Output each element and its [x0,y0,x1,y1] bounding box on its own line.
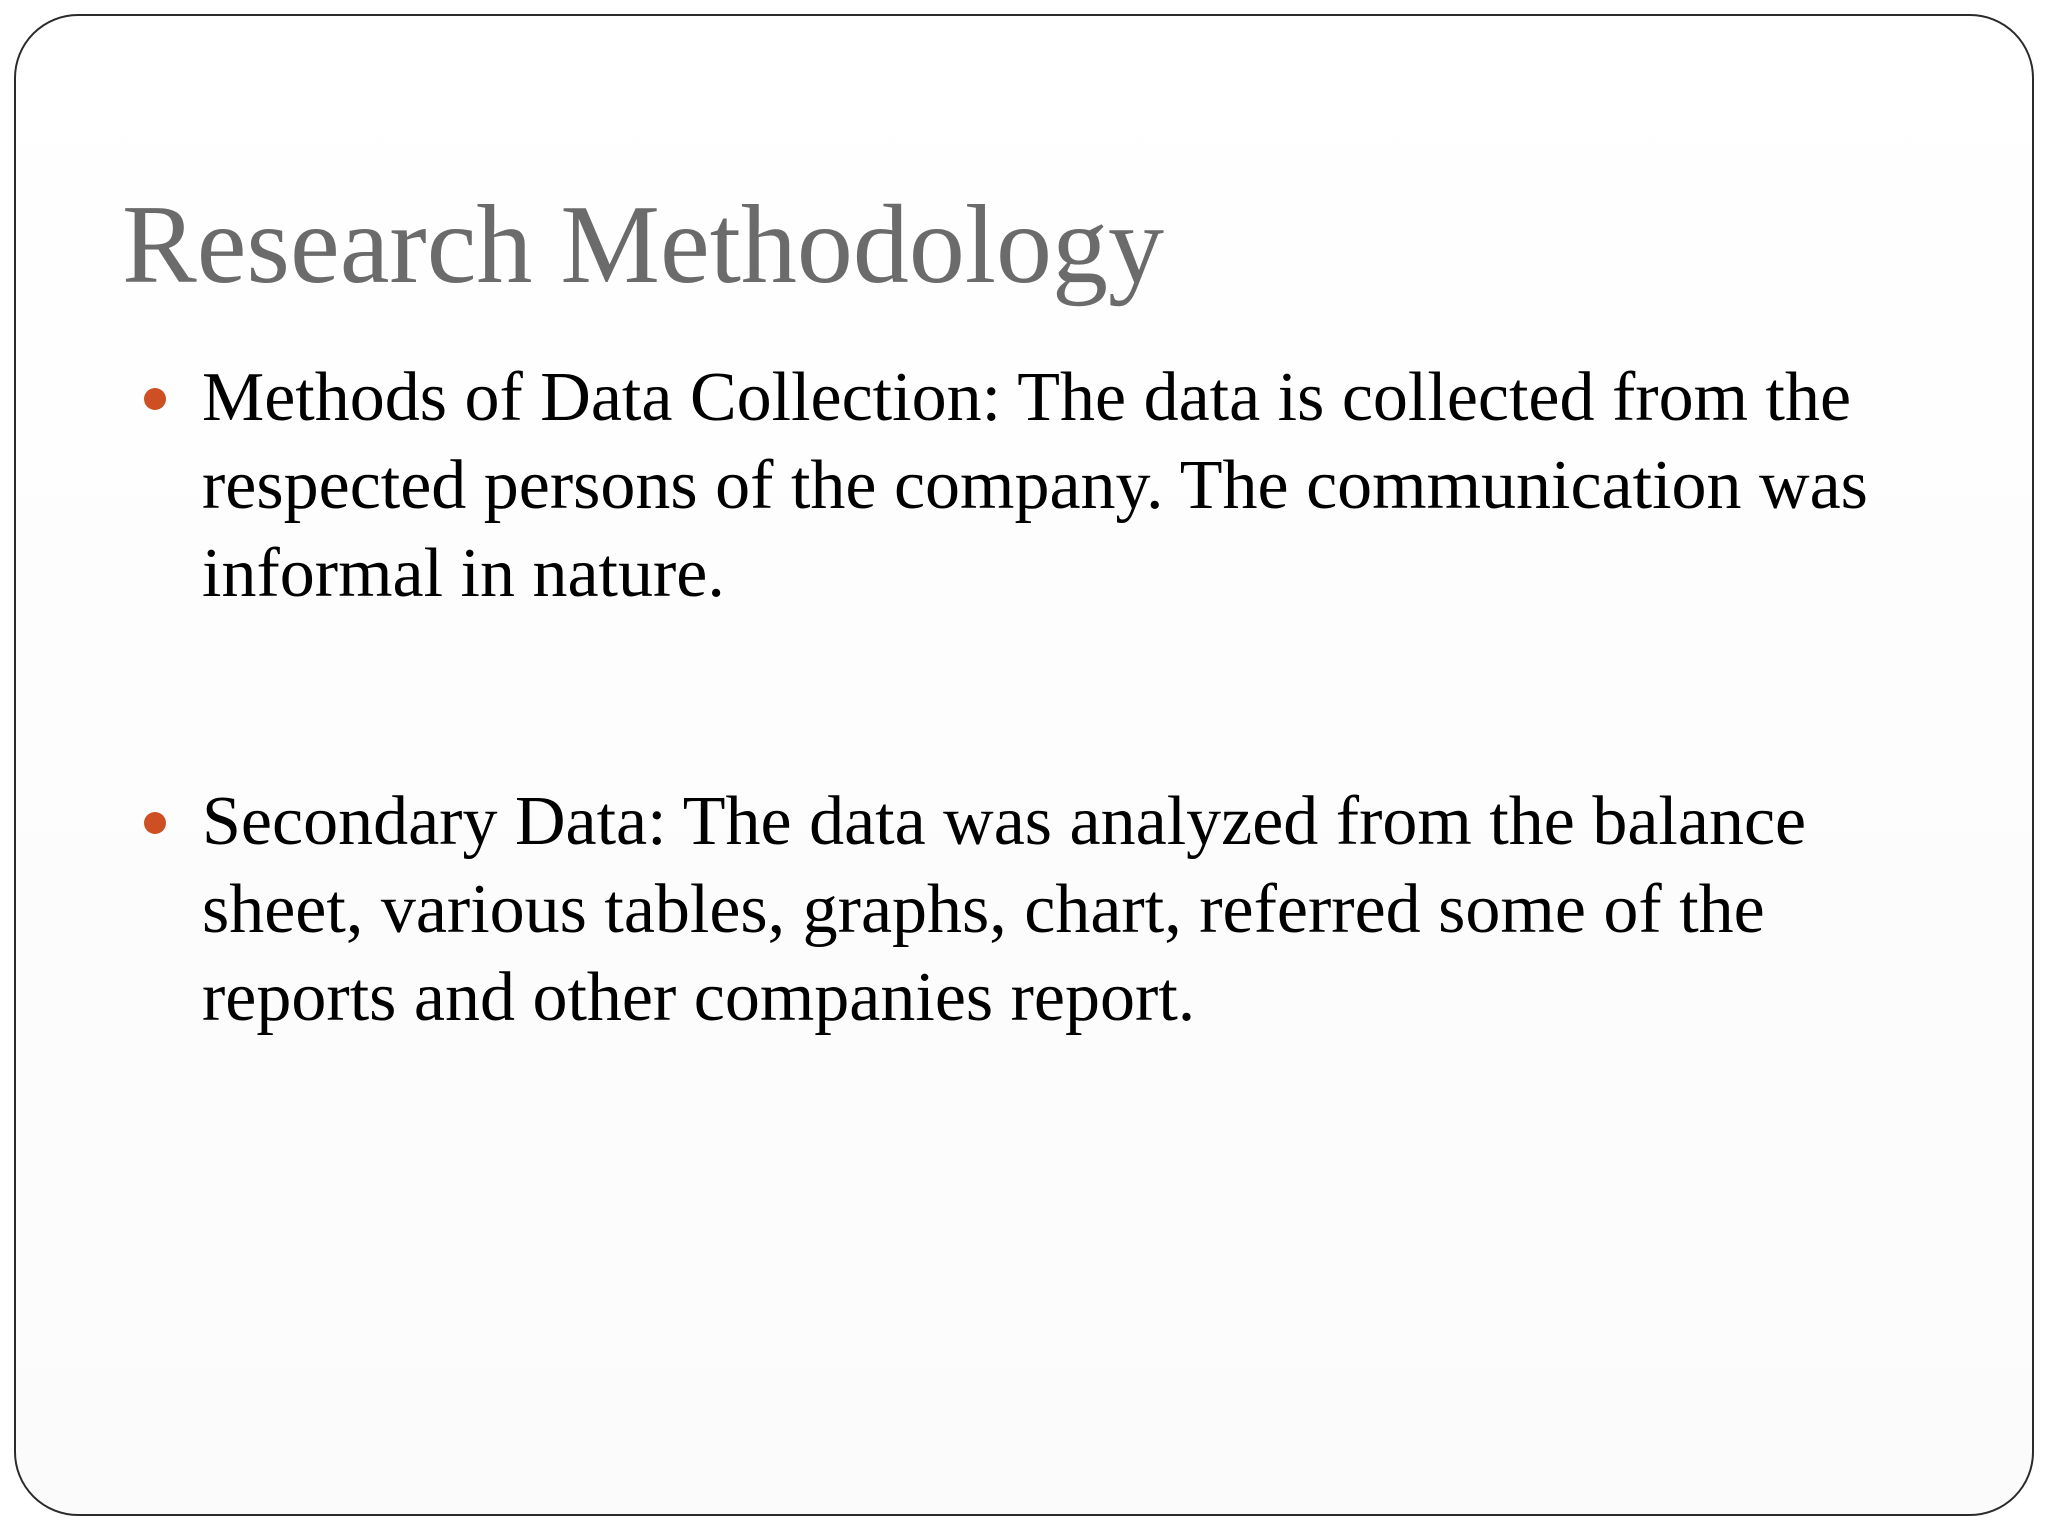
bullet-list [142,354,1962,1042]
slide-title: Research Methodology [122,183,1164,307]
bullet-text: Methods of Data Collection: The data is collected from the respected persons of the company. The communication was informal in nature. [202,359,1868,612]
bullet-item-secondary-data [142,778,1962,1042]
bullet-dot-icon [144,812,166,834]
bullet-item-data-collection [142,354,1962,618]
bullet-text: Secondary Data: The data was analyzed from the balance sheet, various tables, graphs, chart, referred some of the reports and other companies report. [202,783,1807,1036]
slide-frame [14,14,2034,1516]
bullet-dot-icon [144,388,166,410]
